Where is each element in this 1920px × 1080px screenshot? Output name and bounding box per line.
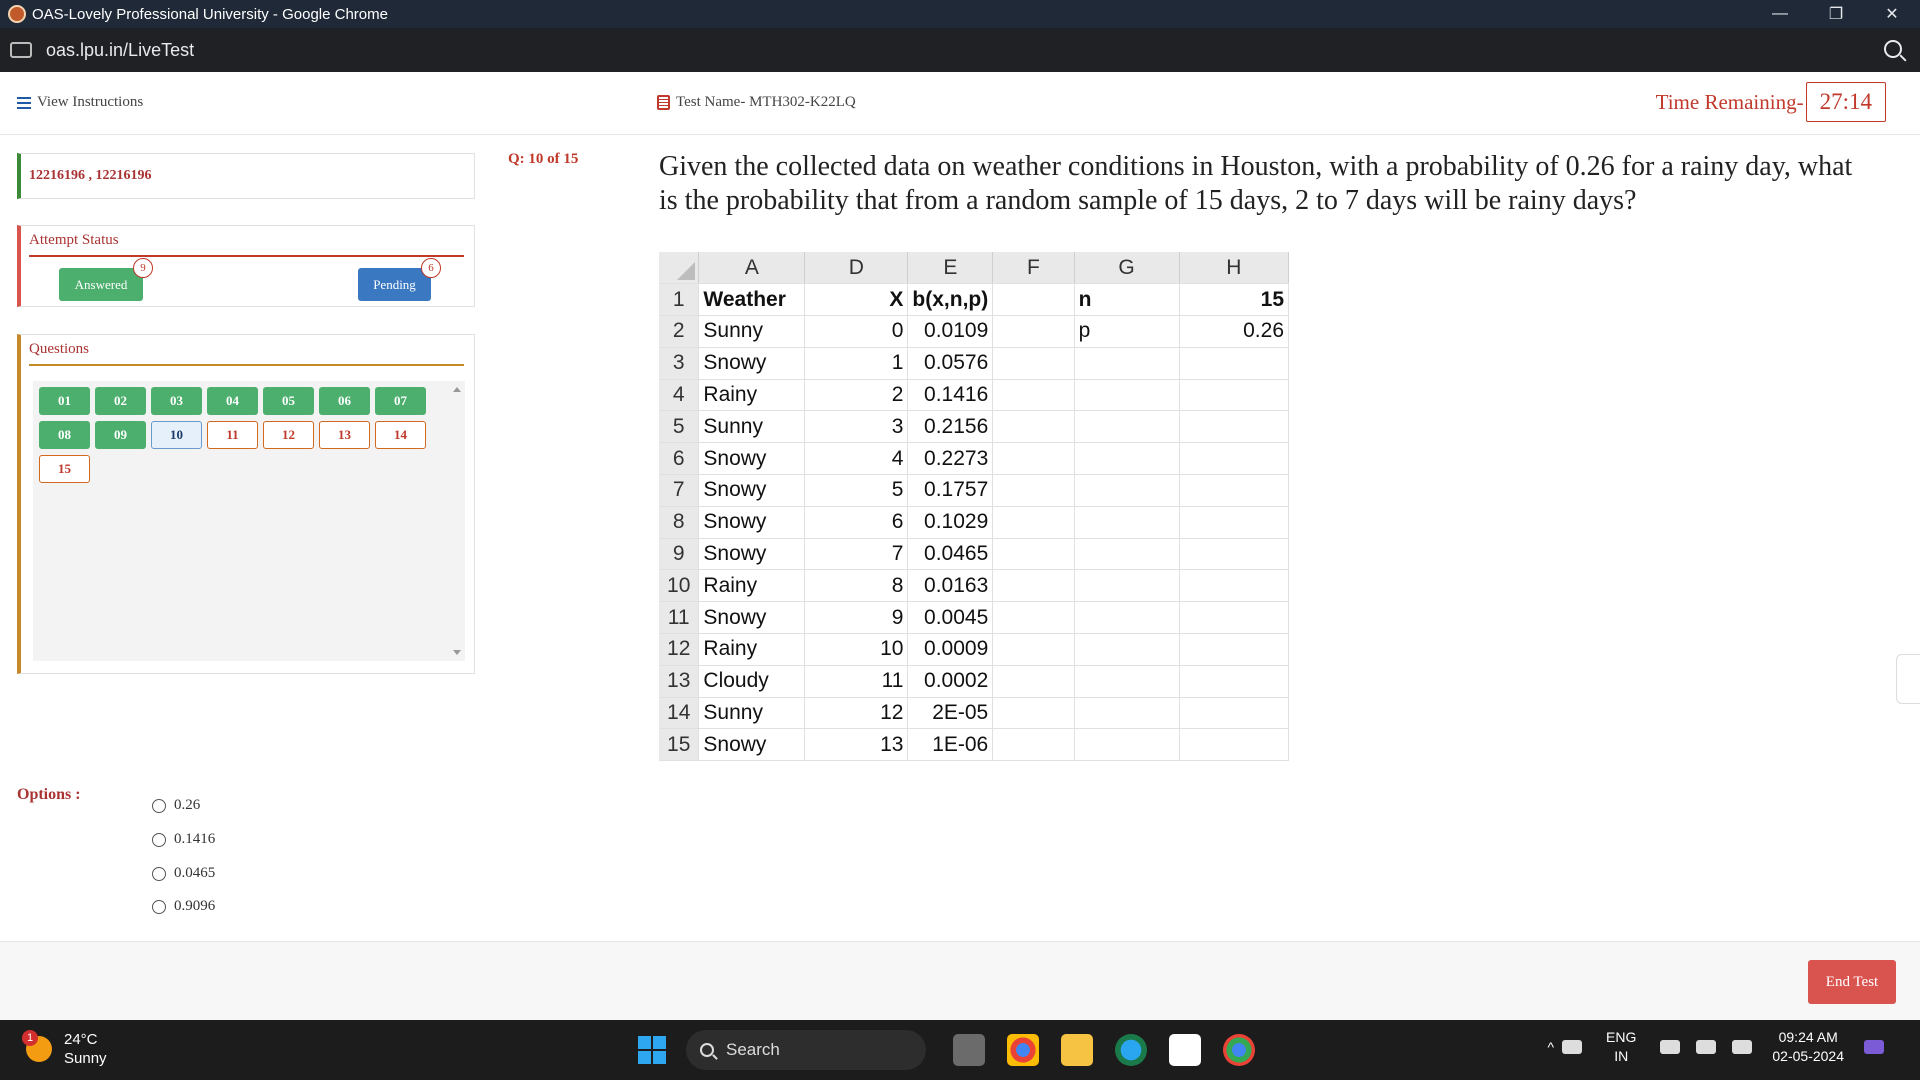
user-id-box	[17, 153, 475, 199]
sheet-cell: 0.0576	[908, 347, 993, 379]
sheet-cell	[1179, 634, 1288, 666]
sheet-corner	[659, 252, 699, 284]
sheet-cell	[1179, 697, 1288, 729]
option-2[interactable]	[152, 831, 215, 848]
footer-bar	[0, 941, 1920, 1020]
sheet-cell: 13	[805, 729, 908, 761]
copilot-icon[interactable]	[1864, 1040, 1884, 1054]
test-name-label: Test Name- MTH302-K22LQ	[676, 94, 856, 110]
sheet-cell	[1074, 475, 1179, 507]
sheet-cell: 0.0163	[908, 570, 993, 602]
sheet-cell: p	[1074, 316, 1179, 348]
question-button-15[interactable]: 15	[39, 455, 90, 483]
sheet-cell: 11	[805, 665, 908, 697]
site-info-icon[interactable]	[10, 42, 32, 58]
sheet-cell	[1074, 347, 1179, 379]
minimize-button[interactable]: —	[1772, 5, 1788, 22]
sheet-cell	[993, 316, 1074, 348]
option-3[interactable]	[152, 865, 215, 882]
address-bar[interactable]	[0, 28, 1920, 72]
question-button-09[interactable]: 09	[95, 421, 146, 449]
sheet-cell: 0.2156	[908, 411, 993, 443]
sheet-cell	[1074, 697, 1179, 729]
time-remaining-value: 27:14	[1806, 82, 1886, 122]
sheet-cell	[1179, 729, 1288, 761]
sheet-cell: 0.26	[1179, 316, 1288, 348]
sheet-cell: Cloudy	[699, 665, 805, 697]
sheet-cell: 0.0002	[908, 665, 993, 697]
search-icon	[700, 1043, 714, 1057]
sheet-cell	[1074, 506, 1179, 538]
sheet-cell	[1179, 443, 1288, 475]
option-1-radio[interactable]	[152, 799, 166, 813]
row-number: 8	[659, 506, 699, 538]
spreadsheet-row	[659, 697, 1289, 729]
row-number: 2	[659, 316, 699, 348]
sheet-cell	[1074, 443, 1179, 475]
attempt-status-title: Attempt Status	[29, 232, 464, 257]
column-header-D: D	[805, 252, 908, 284]
sheet-cell: Rainy	[699, 379, 805, 411]
column-header-A: A	[699, 252, 805, 284]
language-indicator[interactable]	[1606, 1028, 1636, 1066]
sheet-cell: 8	[805, 570, 908, 602]
clock-time: 09:24 AM	[1778, 1029, 1838, 1045]
spreadsheet-row	[659, 634, 1289, 666]
spreadsheet-row	[659, 443, 1289, 475]
user-ids: 12216196 , 12216196	[29, 168, 152, 183]
sheet-cell	[993, 411, 1074, 443]
sheet-cell	[993, 347, 1074, 379]
sheet-cell	[993, 538, 1074, 570]
sheet-cell: Snowy	[699, 347, 805, 379]
sheet-cell	[993, 634, 1074, 666]
row-number: 13	[659, 665, 699, 697]
sheet-cell: Snowy	[699, 443, 805, 475]
sheet-cell: b(x,n,p)	[908, 284, 993, 316]
taskbar-search-label: Search	[726, 1040, 780, 1059]
row-number: 14	[659, 697, 699, 729]
sheet-cell: 0.0009	[908, 634, 993, 666]
battery-icon[interactable]	[1732, 1040, 1752, 1054]
spreadsheet-table	[659, 252, 1289, 761]
spreadsheet-row	[659, 729, 1289, 761]
sheet-cell: Sunny	[699, 411, 805, 443]
sheet-cell: 3	[805, 411, 908, 443]
pending-count-badge: 6	[421, 258, 441, 278]
weather-widget[interactable]	[26, 1030, 107, 1068]
answered-count-badge: 9	[133, 258, 153, 278]
sheet-cell	[1074, 411, 1179, 443]
page-header	[0, 72, 1920, 135]
sheet-cell	[1074, 665, 1179, 697]
sheet-cell: 0.0109	[908, 316, 993, 348]
sheet-cell	[1074, 729, 1179, 761]
row-number: 7	[659, 475, 699, 507]
sheet-cell: 12	[805, 697, 908, 729]
end-test-button[interactable]: End Test	[1808, 960, 1896, 1004]
sheet-cell	[1179, 475, 1288, 507]
sheet-cell	[1179, 570, 1288, 602]
sheet-cell	[993, 697, 1074, 729]
sheet-cell: Snowy	[699, 506, 805, 538]
question-text: Given the collected data on weather conditions in Houston, with a probability of 0.26 for a rainy day, what is the probability that from a random sample of 15 days, 2 to 7 days will be rainy days?	[659, 151, 1853, 216]
answered-label: Answered	[74, 276, 128, 292]
task-view-icon[interactable]	[953, 1034, 985, 1066]
window-title: OAS-Lovely Professional University - Google Chrome	[32, 5, 388, 23]
questions-title: Questions	[29, 341, 464, 366]
clock[interactable]	[1772, 1028, 1844, 1066]
option-3-label[interactable]: 0.0465	[174, 865, 216, 881]
sheet-cell	[993, 379, 1074, 411]
sheet-cell: 0.1416	[908, 379, 993, 411]
url-text[interactable]: oas.lpu.in/LiveTest	[46, 39, 195, 60]
spreadsheet-column-headers	[659, 252, 1289, 284]
sheet-cell: 15	[1179, 284, 1288, 316]
option-3-radio[interactable]	[152, 867, 166, 881]
column-header-H: H	[1179, 252, 1288, 284]
sheet-cell: 10	[805, 634, 908, 666]
sheet-cell: Snowy	[699, 602, 805, 634]
sheet-cell: 0	[805, 316, 908, 348]
spreadsheet-row	[659, 284, 1289, 316]
sheet-cell	[1179, 665, 1288, 697]
option-4-radio[interactable]	[152, 900, 166, 914]
sheet-cell: 9	[805, 602, 908, 634]
spreadsheet-row	[659, 411, 1289, 443]
sheet-cell	[993, 475, 1074, 507]
clock-date: 02-05-2024	[1772, 1048, 1844, 1064]
question-number: Q: 10 of 15	[508, 151, 579, 167]
question-button-05[interactable]: 05	[263, 387, 314, 415]
list-icon	[17, 97, 31, 109]
spreadsheet-row	[659, 475, 1289, 507]
pending-label: Pending	[373, 276, 416, 292]
sheet-cell	[993, 443, 1074, 475]
time-remaining-label: Time Remaining-	[1655, 89, 1804, 114]
sheet-cell	[993, 284, 1074, 316]
row-number: 10	[659, 570, 699, 602]
sheet-cell: 4	[805, 443, 908, 475]
option-2-radio[interactable]	[152, 833, 166, 847]
spreadsheet-row	[659, 347, 1289, 379]
pending-status-button[interactable]	[358, 262, 434, 301]
sheet-cell	[1074, 634, 1179, 666]
store-icon[interactable]	[1169, 1034, 1201, 1066]
spreadsheet-row	[659, 379, 1289, 411]
sheet-cell	[1074, 602, 1179, 634]
row-number: 5	[659, 411, 699, 443]
option-1[interactable]	[152, 797, 200, 814]
scroll-down-icon[interactable]	[453, 650, 461, 655]
sheet-cell	[993, 729, 1074, 761]
sheet-cell: n	[1074, 284, 1179, 316]
column-header-G: G	[1074, 252, 1179, 284]
question-button-11[interactable]: 11	[207, 421, 258, 449]
sheet-cell: 0.2273	[908, 443, 993, 475]
chrome-app-icon	[8, 5, 26, 23]
sheet-cell	[1179, 347, 1288, 379]
question-button-06[interactable]: 06	[319, 387, 370, 415]
taskbar-apps	[638, 1030, 1266, 1070]
row-number: 4	[659, 379, 699, 411]
sheet-cell: 2	[805, 379, 908, 411]
region-code: IN	[1614, 1048, 1629, 1064]
spreadsheet-image	[659, 252, 1289, 762]
windows-start-icon[interactable]	[638, 1036, 666, 1064]
attempt-status-panel	[17, 225, 475, 307]
question-button-02[interactable]: 02	[95, 387, 146, 415]
sheet-cell: 2E-05	[908, 697, 993, 729]
edge-icon[interactable]	[1115, 1034, 1147, 1066]
spreadsheet-row	[659, 316, 1289, 348]
column-header-F: F	[993, 252, 1074, 284]
chrome-profile-icon[interactable]	[1223, 1034, 1255, 1066]
sheet-cell: 7	[805, 538, 908, 570]
row-number: 15	[659, 729, 699, 761]
sheet-cell	[993, 602, 1074, 634]
spreadsheet-row	[659, 665, 1289, 697]
spreadsheet-row	[659, 538, 1289, 570]
restore-button[interactable]: ❐	[1828, 6, 1844, 23]
spreadsheet-row	[659, 570, 1289, 602]
answered-status-button[interactable]	[59, 262, 146, 301]
chrome-taskbar-icon[interactable]	[1007, 1034, 1039, 1066]
row-number: 1	[659, 284, 699, 316]
chevron-up-icon[interactable]: ^	[1547, 1039, 1555, 1055]
sheet-cell: Rainy	[699, 570, 805, 602]
zoom-icon[interactable]	[1884, 40, 1902, 58]
row-number: 3	[659, 347, 699, 379]
file-explorer-icon[interactable]	[1061, 1034, 1093, 1066]
sheet-cell: Sunny	[699, 316, 805, 348]
options-label: Options :	[17, 786, 81, 803]
option-4[interactable]	[152, 898, 215, 915]
sheet-cell	[1179, 379, 1288, 411]
question-button-01[interactable]: 01	[39, 387, 90, 415]
question-list-scrollbar[interactable]	[451, 381, 463, 661]
sun-icon	[26, 1032, 52, 1062]
scroll-up-icon[interactable]	[453, 387, 461, 392]
question-button-10[interactable]: 10	[151, 421, 202, 449]
option-4-label[interactable]: 0.9096	[174, 898, 216, 914]
sheet-cell: 0.1757	[908, 475, 993, 507]
sheet-cell	[1179, 506, 1288, 538]
taskbar-search[interactable]	[686, 1030, 926, 1070]
question-list-area	[33, 381, 465, 661]
sheet-cell: 1E-06	[908, 729, 993, 761]
weather-condition: Sunny	[64, 1050, 107, 1067]
system-tray	[1547, 1028, 1892, 1066]
side-collapse-tab[interactable]	[1896, 654, 1920, 704]
test-name	[657, 94, 856, 111]
sheet-cell: Sunny	[699, 697, 805, 729]
sheet-cell: 5	[805, 475, 908, 507]
question-button-07[interactable]: 07	[375, 387, 426, 415]
wifi-icon[interactable]	[1660, 1040, 1680, 1054]
weather-badge: 1	[22, 1030, 38, 1046]
question-button-04[interactable]: 04	[207, 387, 258, 415]
onedrive-icon[interactable]	[1562, 1040, 1582, 1054]
document-icon	[657, 95, 670, 110]
question-button-08[interactable]: 08	[39, 421, 90, 449]
row-number: 9	[659, 538, 699, 570]
question-grid	[39, 387, 439, 483]
view-instructions-label[interactable]: View Instructions	[37, 94, 144, 110]
sheet-cell: Weather	[699, 284, 805, 316]
windows-taskbar	[0, 1020, 1920, 1080]
sheet-cell	[1074, 538, 1179, 570]
question-button-13[interactable]: 13	[319, 421, 370, 449]
row-number: 12	[659, 634, 699, 666]
time-remaining	[1656, 82, 1886, 122]
volume-icon[interactable]	[1696, 1040, 1716, 1054]
sheet-cell	[1074, 570, 1179, 602]
sheet-cell	[993, 506, 1074, 538]
column-header-E: E	[908, 252, 993, 284]
sheet-cell	[993, 570, 1074, 602]
close-button[interactable]: ✕	[1885, 6, 1899, 23]
sheet-cell	[1179, 538, 1288, 570]
option-1-label[interactable]: 0.26	[174, 797, 201, 813]
questions-panel	[17, 334, 475, 674]
sheet-cell: Snowy	[699, 729, 805, 761]
spreadsheet-row	[659, 602, 1289, 634]
sheet-cell	[1179, 602, 1288, 634]
sheet-cell	[1179, 411, 1288, 443]
sheet-cell: 0.1029	[908, 506, 993, 538]
row-number: 11	[659, 602, 699, 634]
sheet-cell: 6	[805, 506, 908, 538]
question-button-12[interactable]: 12	[263, 421, 314, 449]
sheet-cell: X	[805, 284, 908, 316]
spreadsheet-row	[659, 506, 1289, 538]
question-button-14[interactable]: 14	[375, 421, 426, 449]
sheet-cell: Snowy	[699, 475, 805, 507]
window-controls	[1752, 0, 1920, 28]
sheet-cell: Snowy	[699, 538, 805, 570]
temperature: 24°C	[64, 1031, 98, 1048]
view-instructions-link[interactable]	[17, 94, 143, 111]
language-code: ENG	[1606, 1029, 1637, 1045]
option-2-label[interactable]: 0.1416	[174, 831, 216, 847]
sheet-cell: 1	[805, 347, 908, 379]
browser-titlebar	[0, 0, 1920, 28]
sheet-cell	[1074, 379, 1179, 411]
sheet-cell	[993, 665, 1074, 697]
sheet-cell: 0.0465	[908, 538, 993, 570]
sheet-cell: Rainy	[699, 634, 805, 666]
sheet-cell: 0.0045	[908, 602, 993, 634]
question-button-03[interactable]: 03	[151, 387, 202, 415]
row-number: 6	[659, 443, 699, 475]
